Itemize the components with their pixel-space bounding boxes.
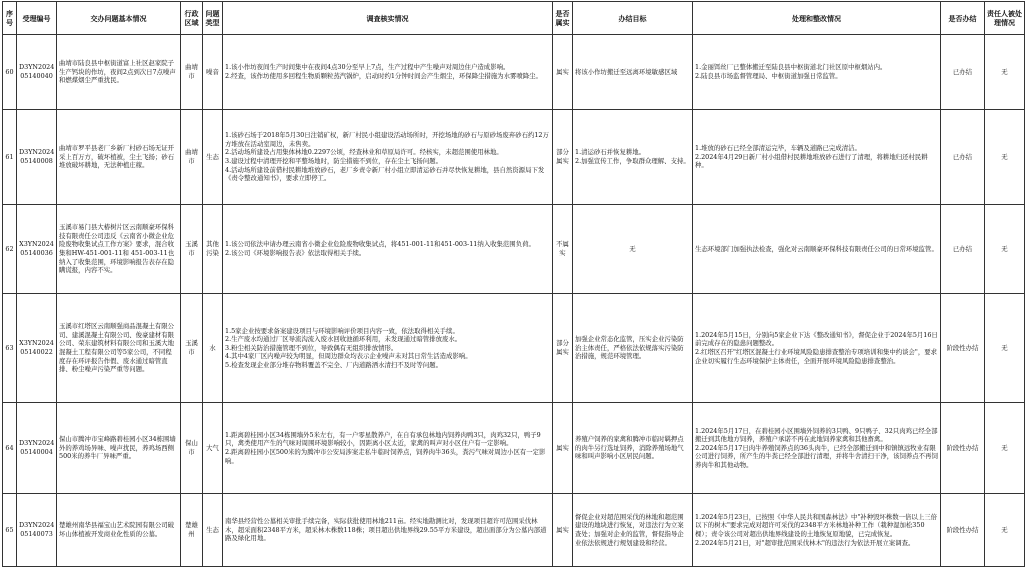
complaint-table: [2, 1, 1025, 567]
cell-issue: 楚雄州南华县福宝山艺术院园有限公司破坏山体植被开发商业化性质的公墓。: [57, 494, 181, 567]
cell-goal: 无: [629, 244, 636, 253]
cell-investigation: 1.该公司依法申请办理云南省小微企业危险废物收集试点，将451-001-11和451-003-11纳入收集范围负荷。 2.该公司《环境影响报告表》依法取得相关手续。: [225, 240, 535, 257]
cell-verified: 不属实: [553, 205, 573, 294]
cell-code: D3YN2024 05140073: [19, 521, 55, 538]
cell-completed: 阶段性办结: [941, 403, 985, 494]
cell-issue: 曲靖市陆良县中枢街道富上社区赵家院子生产钙块的作坊，夜间2点到次日7点噪声和燃煤烟尘严重扰民。: [57, 35, 181, 110]
cell-issue: 玉溪市红塔区云南顺强商品混凝土有限公司、建溪混凝土有限公司、俊豪建材有限公司、荣东建筑材料有限公司和玉溪大地混凝土工程有限公司等5家公司，不同程度存在环评报告作假、废水通过暗管直排、粉尘噪声污染严重等问题。: [57, 294, 181, 403]
cell-code: D3YN2024 05140040: [19, 63, 55, 80]
cell-completed: 阶段性办结: [941, 494, 985, 567]
cell-no: 60: [3, 35, 17, 110]
cell-type: 生态: [203, 110, 223, 205]
header-no: 序号: [3, 2, 17, 35]
cell-issue: 曲靖市罗平县老厂乡新厂村砂石场无证开采上百万方，破坏植被，尘土飞扬；砂石堆放破坏耕地，无法种植庄稼。: [57, 110, 181, 205]
header-investigation: 调查核实情况: [223, 2, 553, 35]
cell-verified: 属实: [553, 403, 573, 494]
cell-no: 62: [3, 205, 17, 294]
cell-verified: 部分属实: [553, 294, 573, 403]
cell-no: 63: [3, 294, 17, 403]
cell-code: D3YN2024 05140008: [19, 148, 55, 165]
cell-verified: 部分属实: [553, 110, 573, 205]
cell-handling: 1.2024年5月15日，分别向5家企业下达《整改通知书》，督促企业于2024年5月16日前完成存在的隐患问题整改。 2.红塔区召开"红塔区混凝土行业环境风险隐患排查整治专项培训和集中约谈会"，要求企业切实履行生态环境保护主体责任，全面开展环境风险隐患排查整治。: [695, 330, 938, 365]
cell-handling: 1.2024年5月23日，已按照《中华人民共和国森林法》中"补种毁坏株数一倍以上三倍以下的树木"要求完成对超许可采伐的2348平方米林地补种工作（栽种湿加松350棵）；责令该公司对超出供地界线建设的土地恢复原地貌，已完成恢复。 2.2024年5月21日，对"超审批范围采伐林木"的违法行为依法开展立案调查。: [695, 512, 937, 547]
cell-region: 玉溪市: [181, 294, 203, 403]
cell-accountability: 无: [985, 205, 1025, 294]
cell-handling: 1.2024年5月17日，在碧桂园小区围墙外饲养的3只鸭、9只鸭子、32只肉鸡已经全部搬迁到其他地方饲养，养殖户承诺不再在此地饲养家禽和其他畜禽。 2.2024年5月17日肉牛养殖饲养点的36头肉牛，已经全部搬迁到中和镇镇远牧业有限公司进行饲养，所产生的牛粪已经全部进行清理，并将牛舍清扫干净，该饲养点不再饲养肉牛和其他动物。: [695, 426, 938, 469]
header-issue: 交办问题基本情况: [57, 2, 181, 35]
cell-no: 65: [3, 494, 17, 567]
cell-code: X3YN2024 05140022: [19, 339, 54, 356]
cell-completed: 已办结: [941, 205, 985, 294]
cell-handling: 1.堆放的砂石已经全部清运完毕，车辆及道路已完成清洁。 2.2024年4月29日新厂村小组借村民耕地堆放砂石进行了清理，将耕地归还村民耕种。: [695, 144, 928, 170]
table-row: [3, 110, 1025, 205]
cell-accountability: 无: [985, 294, 1025, 403]
cell-region: 曲靖市: [181, 110, 203, 205]
cell-type: 噪音: [203, 35, 223, 110]
cell-type: 生态: [203, 494, 223, 567]
header-region: 行政区域: [181, 2, 203, 35]
cell-investigation: 南华县经营性公墓相关审批手续完备，实际获批使用林地211亩。经实地勘测比对，发现项目超许可范围采伐林木，超采面积2348平方米，超采林木株数118株；项目超出供地界线29.55平方米建设，超出面部分为公墓内部道路及绿化用地。: [225, 517, 547, 543]
cell-region: 玉溪市: [181, 205, 203, 294]
table-header-row: [3, 2, 1025, 35]
cell-type: 水: [203, 294, 223, 403]
cell-investigation: 1.5家企业按要求备案建设项目与环境影响评价项目内容一致，依法取得相关手续。 2.生产废水均通过厂区导流沟流入废水回收池循环利用，未发现通过暗管排放废水。 3.粉尘相关防治措施管理不到位，导致偶有无组织排放情形。 4.其中4家厂区内噪声较为明显，但周边群众均表示企业噪声未对其日常生活造成影响。 5.检查发现企业部分堆存物料覆盖不完全、厂内道路洒水清扫不及时等问题。: [225, 326, 472, 369]
cell-goal: 督促企业对超范围采伐的林地和超范围建设的地块进行恢复，对违法行为立案查处；加强对企业的监管，督促指导企业依法依规进行规划建设和经营。: [575, 512, 684, 547]
cell-handling: 生态环境部门加强执法检查，强化对云南顺豪环保科技有限责任公司的日常环境监管。: [695, 244, 938, 253]
cell-accountability: 无: [985, 110, 1025, 205]
cell-accountability: 无: [985, 35, 1025, 110]
header-goal: 办结目标: [573, 2, 693, 35]
table-row: [3, 294, 1025, 403]
cell-investigation: 1.距离碧桂园小区34栋围墙外5米左右，有一户零星散养户，在自有承包林地内饲养肉鸭3只，肉鸡32只，鸭子9只，禽类使用产生的气味对周围环境影响较小，因距离小区太近，家禽的叫声对小区住户有一定影响。 2.距离碧桂园小区500米的为腾冲市公安局涉案走私牛临时饲养点，饲养肉牛36头，粪污气味对周边小区有一定影响。: [225, 430, 546, 465]
cell-completed: 阶段性办结: [941, 294, 985, 403]
header-handling: 处理和整改情况: [693, 2, 941, 35]
table-row: [3, 205, 1025, 294]
cell-goal: 养殖户饲养的家禽和腾冲市临时羁押点的肉牛另行选址饲养，消除养殖场地气味和叫声影响小区居民问题。: [575, 435, 684, 461]
cell-code: X3YN2024 05140036: [19, 240, 54, 257]
cell-verified: 属实: [553, 35, 573, 110]
cell-issue: 保山市腾冲市宝峰路碧桂园小区34栋围墙外的养鸡场异味、噪声扰民，养鸡场西侧500米的养牛厂异味严重。: [57, 403, 181, 494]
cell-region: 曲靖市: [181, 35, 203, 110]
table-row: [3, 403, 1025, 494]
header-completed: 是否办结: [941, 2, 985, 35]
table-row: [3, 494, 1025, 567]
header-type: 问题类型: [203, 2, 223, 35]
cell-code: D3YN2024 05140004: [19, 439, 55, 456]
cell-goal: 将该小作坊搬迁至远离环境敏感区域: [575, 67, 678, 76]
cell-accountability: 无: [985, 494, 1025, 567]
cell-verified: 属实: [553, 494, 573, 567]
cell-region: 保山市: [181, 403, 203, 494]
cell-type: 大气: [203, 403, 223, 494]
cell-accountability: 无: [985, 403, 1025, 494]
cell-type: 其他污染: [203, 205, 223, 294]
cell-handling: 1.金丽饵丝厂已整体搬迁至陆良县中枢街道北门社区原中枢烟站内。 2.陆良县市场监督管理局、中枢街道加强日常监管。: [695, 63, 887, 80]
cell-no: 64: [3, 403, 17, 494]
table-row: [3, 35, 1025, 110]
cell-goal: 1.清运砂石并恢复耕地。 2.加强宣传工作，争取群众理解、支持。: [575, 148, 690, 165]
cell-no: 61: [3, 110, 17, 205]
header-verified: 是否属实: [553, 2, 573, 35]
cell-investigation: 1.该砂石场于2018年5月30日注销矿权，新厂村民小组建设活动场所时，开挖场地的砂石与原砂场废弃砂石约12万方堆放在活动室周边，未售卖。 2.活动场所建设占用集体林地0.2297公顷，经查林业和草原局许可。经核实，未超范围使用林地。 3.建设过程中清理开挖和平整场地时，防尘措施不到位，存在尘土飞扬问题。 4.活动场所建设前借村民耕地堆放砂石，老厂乡责令新厂村小组立即清运砂石并尽快恢复耕地，县自然资源局下发《责令整改通知书》，要求立即停工。: [225, 131, 549, 183]
header-code: 受理编号: [17, 2, 57, 35]
cell-goal: 加强企业常态化监管，压实企业污染防治主体责任，严格依法依规落实污染防治措施，规范环境管理。: [575, 335, 684, 361]
header-accountability: 责任人被处理情况: [985, 2, 1025, 35]
cell-region: 楚雄州: [181, 494, 203, 567]
cell-investigation: 1.该小作坊夜间生产时间集中在夜间4点30分至早上7点，生产过程中产生噪声对周边住户造成影响。 2.经查，该作坊使用多回程生物质颗粒蒸汽锅炉，启动时约1分钟时间会产生烟尘，环保降尘措施为水雾喷降尘。: [225, 63, 542, 80]
cell-completed: 已办结: [941, 35, 985, 110]
cell-issue: 玉溪市易门县大椿树片区云南顺豪环保科技有限责任公司违反《云南省小微企业危险废物收集试点工作方案》要求，混合收集和HW-451-001-11和 451-003-11也纳入了收集范围，环境影响报告表存在隐瞒谎报，内容不实。: [57, 205, 181, 294]
cell-completed: 已办结: [941, 110, 985, 205]
